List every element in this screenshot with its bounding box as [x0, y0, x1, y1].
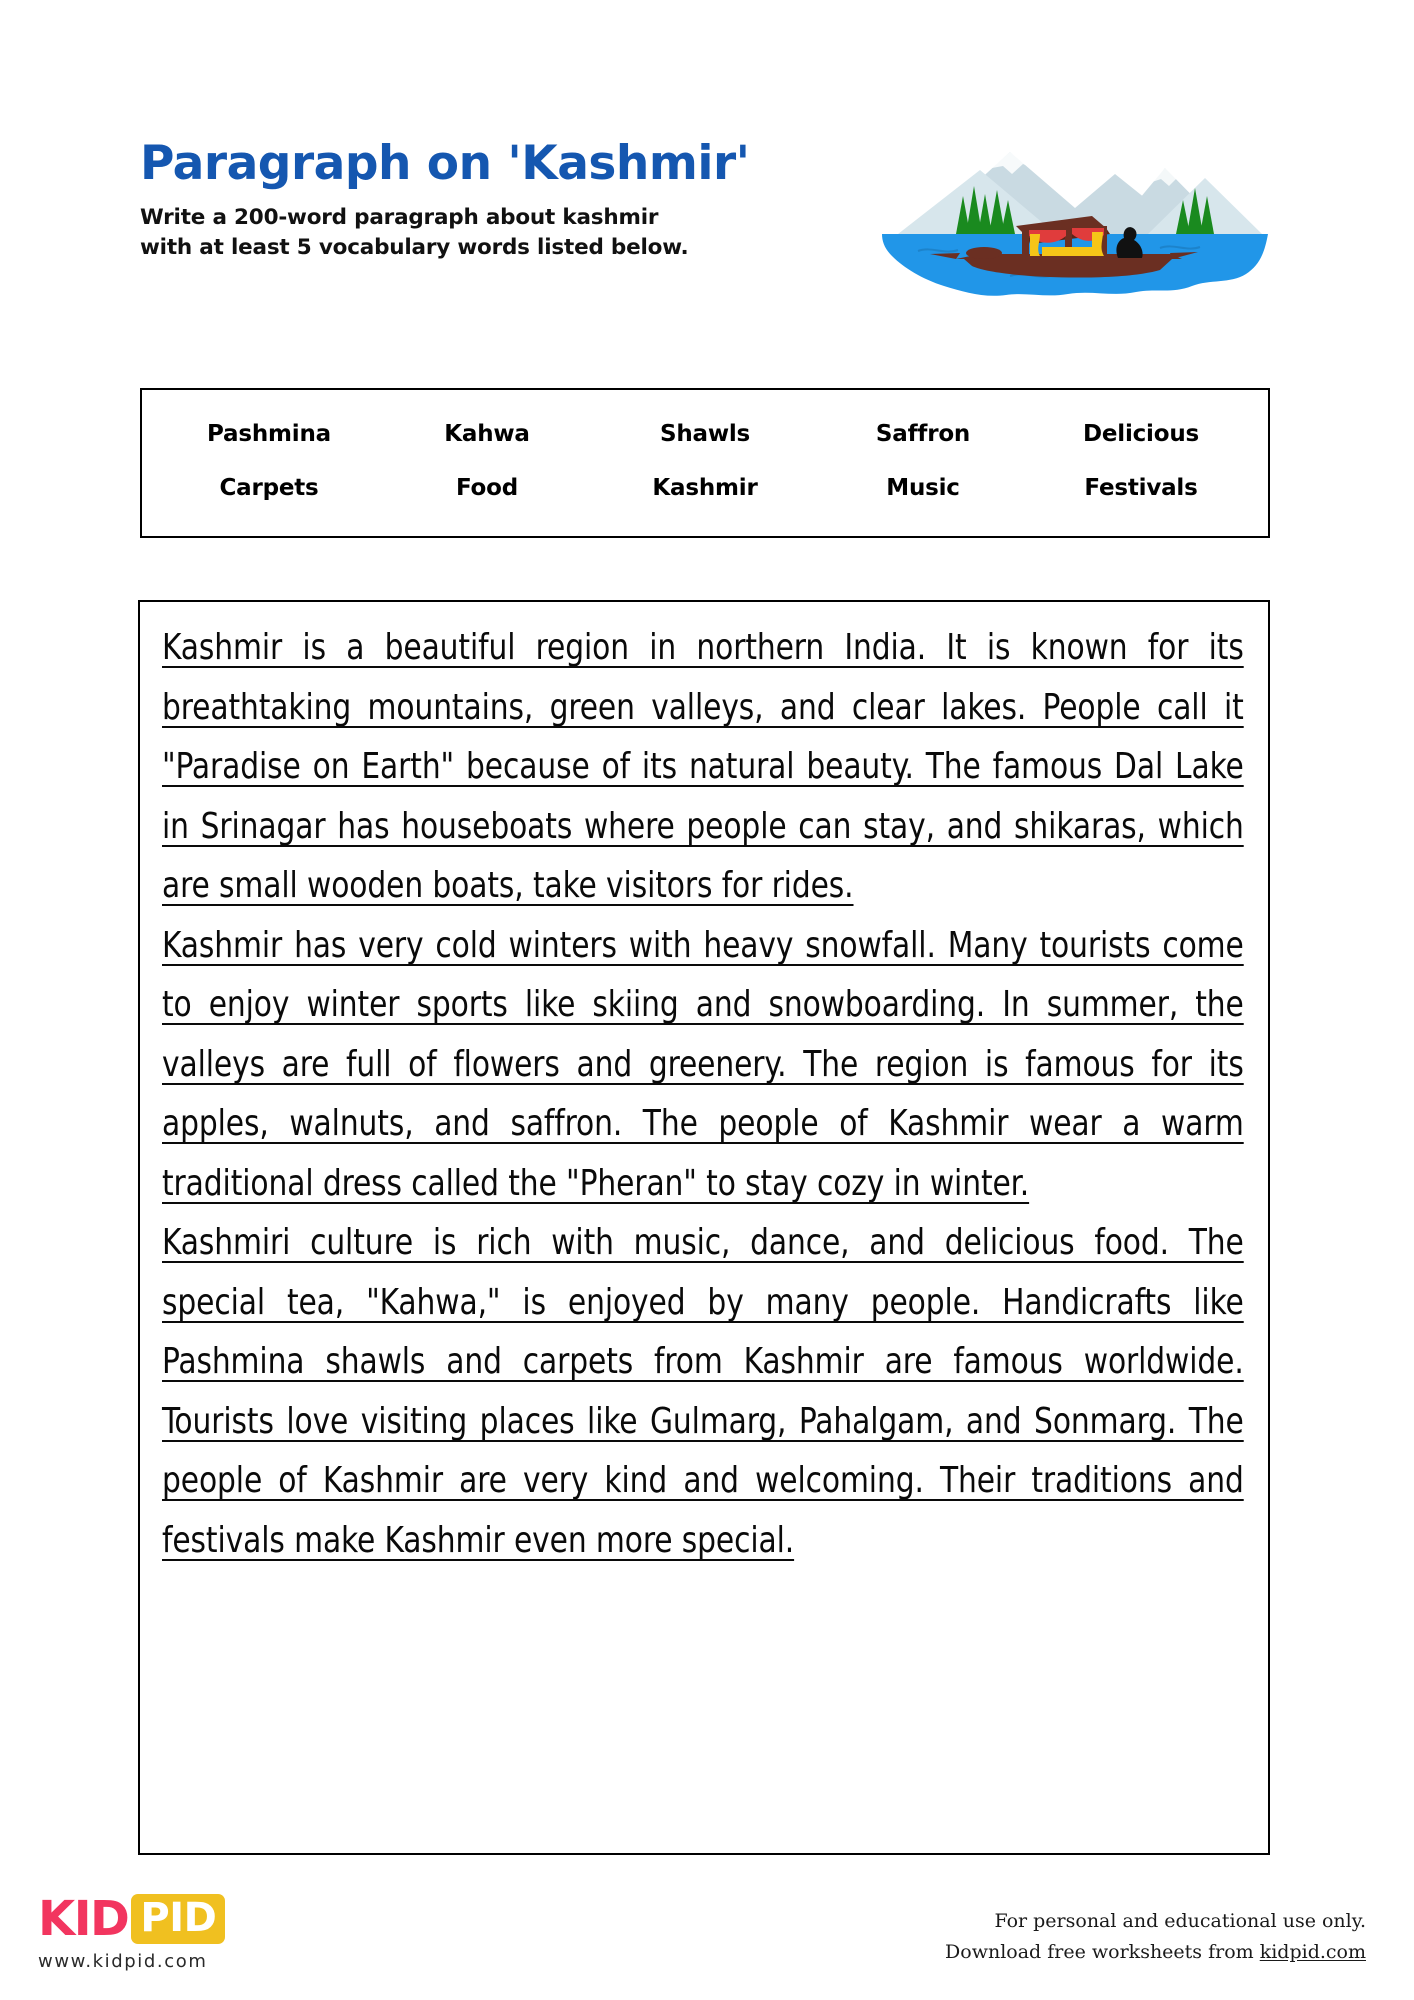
vocab-word: Delicious: [1082, 421, 1200, 447]
logo-website-url: www.kidpid.com: [38, 1951, 208, 1972]
kidpid-logo[interactable]: [38, 1893, 253, 1972]
vocabulary-row: [160, 421, 1250, 447]
worksheet-header: [140, 138, 1290, 343]
logo-mark: [38, 1893, 253, 1945]
answer-paragraph: Kashmir has very cold winters with heavy snowfall. Many tourists come to enjoy winter sports like skiing and snowboarding. In summer, the valleys are full of flowers and greenery. The region is famous for its apples, walnuts, and saffron. The people of Kashmir wear a warm traditional dress called the "Pheran" to stay cozy in winter.: [162, 924, 1244, 1204]
vocab-word: Carpets: [219, 475, 319, 501]
footer-note-line-1: For personal and educational use only.: [994, 1910, 1366, 1933]
vocab-word: Festivals: [1084, 475, 1198, 501]
answer-paragraph: Kashmir is a beautiful region in northern India. It is known for its breathtaking mountains, green valleys, and clear lakes. People call it "Paradise on Earth" because of its natural beauty. The famous Dal Lake in Srinagar has houseboats where people can stay, and shikaras, which are small wooden boats, take visitors for rides.: [162, 627, 1244, 906]
vocab-word: Shawls: [659, 421, 751, 447]
answer-paragraph: Kashmiri culture is rich with music, dance, and delicious food. The special tea, "Kahwa," is enjoyed by many people. Handicrafts like Pashmina shawls and carpets from Kashmir are famous worldwide. Tourists love visiting places like Gulmarg, Pahalgam, and Sonmarg. The people of Kashmir are very kind and welcoming. Their traditions and festivals make Kashmir even more special.: [162, 1222, 1244, 1561]
footer-usage-notes: [945, 1906, 1366, 1968]
logo-pid-badge: PID: [131, 1894, 225, 1944]
footer-note-prefix: Download free worksheets from: [945, 1941, 1260, 1964]
page-footer: [0, 1850, 1414, 2000]
vocab-word: Music: [886, 475, 960, 501]
vocabulary-word-bank: [140, 388, 1270, 538]
header-text-block: [140, 138, 800, 264]
footer-note-line-2: [945, 1937, 1366, 1968]
vocab-word: Food: [455, 475, 519, 501]
page-title: Paragraph on 'Kashmir': [140, 136, 750, 191]
vocab-word: Kashmir: [652, 475, 758, 501]
vocab-word: Saffron: [875, 421, 971, 447]
instructions-line-1: Write a 200-word paragraph about kashmir: [140, 204, 659, 230]
worksheet-instructions: [140, 203, 800, 264]
answer-writing-area[interactable]: [138, 600, 1270, 1855]
vocab-word: Pashmina: [207, 421, 331, 447]
vocab-word: Kahwa: [444, 421, 530, 447]
kashmir-shikara-lake-illustration: [860, 116, 1290, 321]
logo-kid-text: KID: [38, 1891, 129, 1947]
instructions-line-2: with at least 5 vocabulary words listed below.: [140, 235, 689, 261]
vocabulary-row: [160, 475, 1250, 501]
kidpid-website-link[interactable]: kidpid.com: [1259, 1941, 1366, 1964]
